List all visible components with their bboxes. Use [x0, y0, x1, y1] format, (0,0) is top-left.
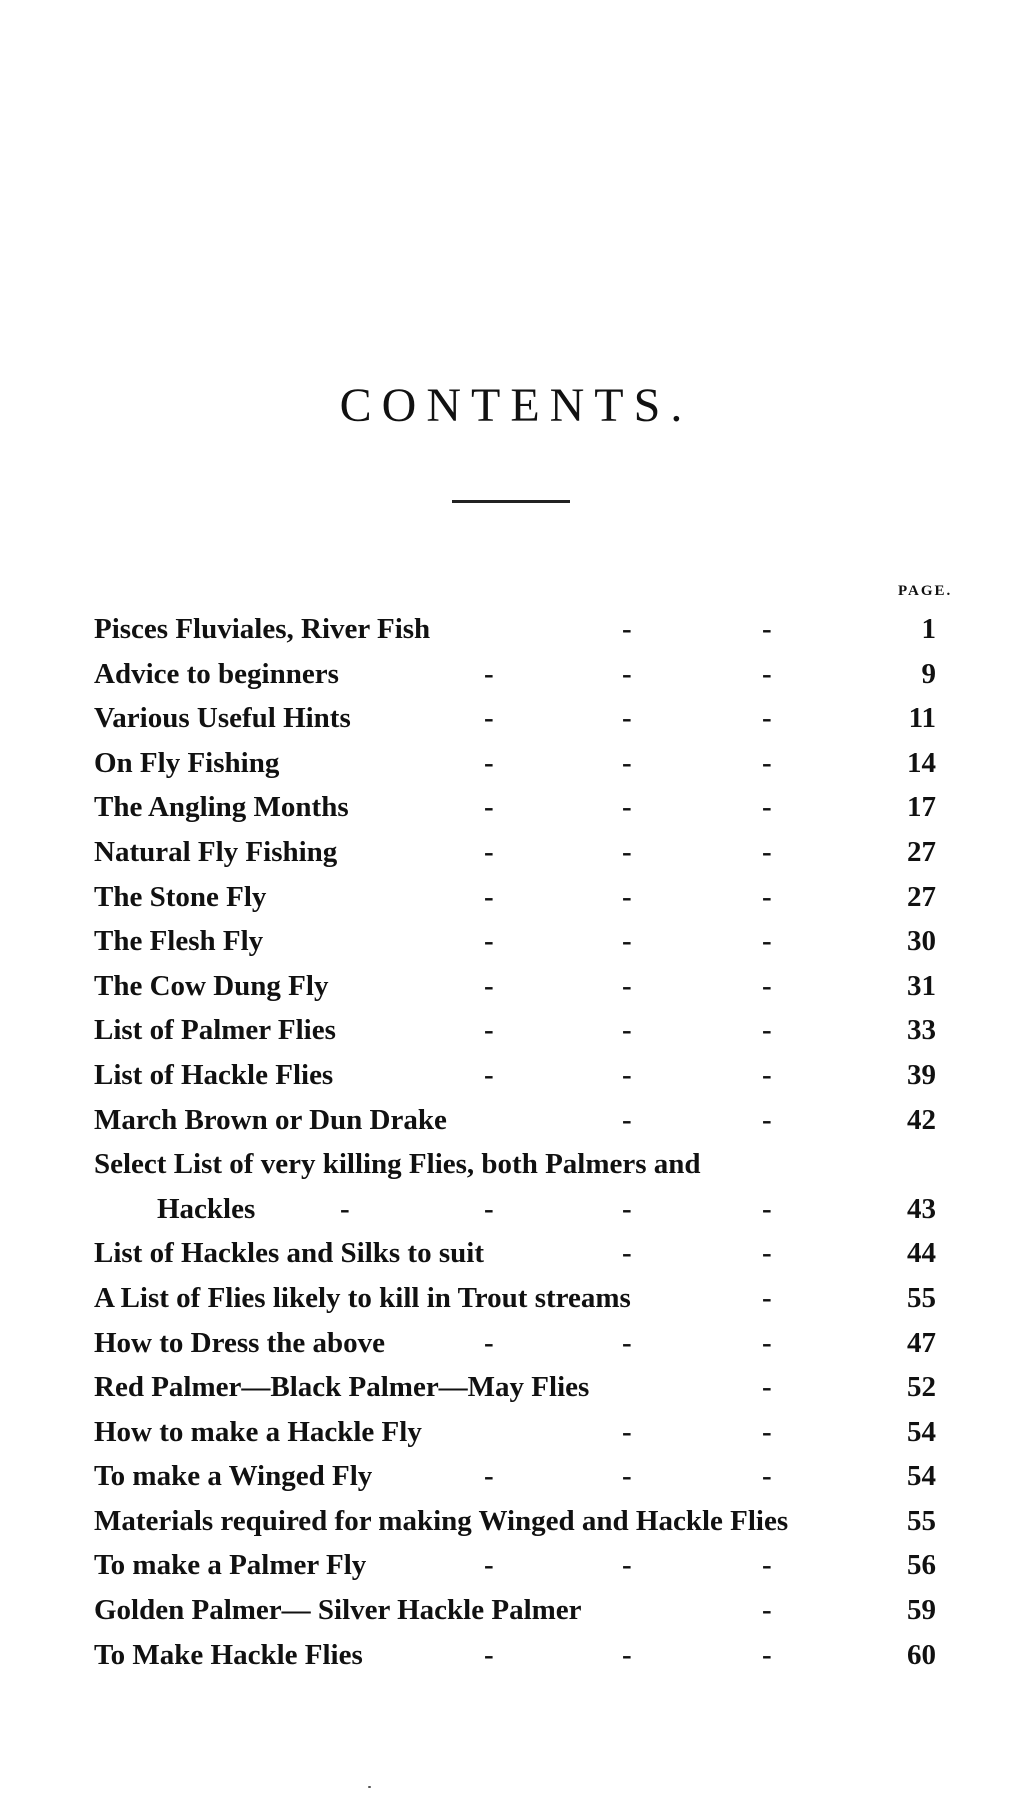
toc-entry — [0, 830, 1024, 875]
entry-title: A List of Flies likely to kill in Trout streams — [94, 1281, 631, 1314]
entry-page-number: 39 — [907, 1058, 936, 1091]
toc-entry — [0, 785, 1024, 830]
print-speck — [368, 1786, 371, 1788]
entry-title: The Cow Dung Fly — [94, 969, 329, 1002]
contents-list — [0, 607, 1024, 1677]
leader-dash: - — [622, 1014, 632, 1047]
entry-page-number: 27 — [907, 880, 936, 913]
leader-dash: - — [762, 1103, 772, 1136]
entry-page-number: 43 — [907, 1192, 936, 1225]
toc-entry — [0, 1454, 1024, 1499]
leader-dash: - — [622, 1103, 632, 1136]
entry-page-number: 44 — [907, 1237, 936, 1270]
entry-page-number: 9 — [921, 657, 936, 690]
toc-entry — [0, 1588, 1024, 1633]
leader-dash: - — [762, 1237, 772, 1270]
page-title: CONTENTS. — [339, 379, 693, 432]
toc-entry — [0, 1499, 1024, 1544]
entry-title: List of Palmer Flies — [94, 1014, 336, 1047]
entry-title: The Angling Months — [94, 791, 349, 824]
leader-dash: - — [622, 657, 632, 690]
entry-page-number: 31 — [907, 969, 936, 1002]
leader-dash: - — [484, 835, 494, 868]
entry-page-number: 14 — [907, 746, 936, 779]
toc-entry — [0, 919, 1024, 964]
leader-dash: - — [484, 657, 494, 690]
leader-dash: - — [762, 657, 772, 690]
leader-dash: - — [762, 835, 772, 868]
entry-title: Red Palmer—Black Palmer—May Flies — [94, 1371, 590, 1404]
leader-dash: - — [762, 1058, 772, 1091]
toc-entry — [0, 1142, 1024, 1187]
entry-page-number: 33 — [907, 1014, 936, 1047]
entry-page-number: 55 — [907, 1504, 936, 1537]
leader-dash: - — [762, 1326, 772, 1359]
leader-dash: - — [762, 1014, 772, 1047]
entry-page-number: 52 — [907, 1371, 936, 1404]
title-rule — [452, 500, 570, 503]
toc-entry — [0, 1321, 1024, 1366]
toc-entry — [0, 1098, 1024, 1143]
entry-title: The Flesh Fly — [94, 925, 264, 958]
leader-dash: - — [622, 1549, 632, 1582]
leader-dash: - — [622, 702, 632, 735]
leader-dash: - — [762, 1549, 772, 1582]
leader-dash: - — [762, 969, 772, 1002]
toc-entry — [0, 964, 1024, 1009]
toc-entry — [0, 1543, 1024, 1588]
leader-dash: - — [622, 969, 632, 1002]
entry-title: Materials required for making Winged and Hackle Flies — [94, 1504, 789, 1537]
toc-entry — [0, 1410, 1024, 1455]
leader-dash: - — [622, 613, 632, 645]
entry-title: Golden Palmer— Silver Hackle Palmer — [94, 1594, 582, 1627]
entry-page-number: 54 — [907, 1415, 936, 1448]
leader-dash: - — [622, 1237, 632, 1270]
leader-dash: - — [484, 1014, 494, 1047]
leader-dash: - — [484, 1638, 494, 1671]
leader-dash: - — [484, 925, 494, 958]
entry-page-number: 42 — [907, 1103, 936, 1136]
entry-title: Various Useful Hints — [94, 702, 351, 735]
leader-dash: - — [762, 925, 772, 958]
toc-entry — [0, 1231, 1024, 1276]
leader-dash: - — [622, 1058, 632, 1091]
toc-entry — [0, 1276, 1024, 1321]
toc-entry — [0, 1008, 1024, 1053]
leader-dash: - — [622, 835, 632, 868]
leader-dash: - — [622, 1326, 632, 1359]
leader-dash: - — [484, 1326, 494, 1359]
leader-dash: - — [484, 702, 494, 735]
toc-entry — [0, 1365, 1024, 1410]
leader-dash: - — [762, 880, 772, 913]
leader-dash: - — [762, 1415, 772, 1448]
leader-dash: - — [762, 1460, 772, 1493]
leader-dash: - — [762, 1594, 772, 1627]
entry-page-number: 54 — [907, 1460, 936, 1493]
leader-dash: - — [762, 613, 772, 645]
leader-dash: - — [484, 746, 494, 779]
leader-dash: - — [484, 1460, 494, 1493]
leader-dash: - — [762, 791, 772, 824]
leader-dash: - — [340, 1192, 350, 1225]
entry-title: Pisces Fluviales, River Fish — [94, 613, 431, 645]
leader-dash: - — [484, 1058, 494, 1091]
leader-dash: - — [484, 969, 494, 1002]
entry-title: On Fly Fishing — [94, 746, 280, 779]
entry-title: The Stone Fly — [94, 880, 267, 913]
entry-title: How to make a Hackle Fly — [94, 1415, 422, 1448]
leader-dash: - — [622, 925, 632, 958]
leader-dash: - — [622, 1192, 632, 1225]
entry-page-number: 30 — [907, 925, 936, 958]
entry-title: How to Dress the above — [94, 1326, 386, 1359]
entry-page-number: 56 — [907, 1549, 936, 1582]
leader-dash: - — [622, 1415, 632, 1448]
leader-dash: - — [762, 702, 772, 735]
leader-dash: - — [762, 1371, 772, 1404]
entry-page-number: 47 — [907, 1326, 936, 1359]
leader-dash: - — [622, 791, 632, 824]
leader-dash: - — [622, 746, 632, 779]
entry-page-number: 11 — [908, 702, 936, 735]
toc-entry — [0, 875, 1024, 920]
entry-title: To Make Hackle Flies — [94, 1638, 363, 1671]
entry-title: List of Hackles and Silks to suit — [94, 1237, 484, 1270]
entry-page-number: 55 — [907, 1281, 936, 1314]
leader-dash: - — [484, 1192, 494, 1225]
entry-title: To make a Winged Fly — [94, 1460, 373, 1493]
leader-dash: - — [762, 1192, 772, 1225]
entry-page-number: 17 — [907, 791, 936, 824]
entry-title: List of Hackle Flies — [94, 1058, 334, 1091]
page-column-label: PAGE. — [898, 583, 953, 599]
toc-entry — [0, 741, 1024, 786]
entry-title: Hackles — [157, 1192, 256, 1225]
leader-dash: - — [622, 1638, 632, 1671]
leader-dash: - — [762, 746, 772, 779]
toc-entry — [0, 607, 1024, 652]
entry-page-number: 1 — [921, 613, 936, 645]
toc-entry — [0, 1053, 1024, 1098]
leader-dash: - — [622, 880, 632, 913]
entry-title: Select List of very killing Flies, both Palmers and — [94, 1148, 701, 1181]
entry-page-number: 59 — [907, 1594, 936, 1627]
toc-entry — [0, 1633, 1024, 1678]
leader-dash: - — [484, 1549, 494, 1582]
leader-dash: - — [484, 791, 494, 824]
leader-dash: - — [762, 1638, 772, 1671]
toc-entry — [0, 1187, 1024, 1232]
toc-entry — [0, 652, 1024, 697]
entry-page-number: 60 — [907, 1638, 936, 1671]
leader-dash: - — [762, 1281, 772, 1314]
leader-dash: - — [622, 1460, 632, 1493]
entry-page-number: 27 — [907, 835, 936, 868]
entry-title: Natural Fly Fishing — [94, 835, 338, 868]
leader-dash: - — [484, 880, 494, 913]
entry-title: To make a Palmer Fly — [94, 1549, 367, 1582]
toc-entry — [0, 696, 1024, 741]
entry-title: Advice to beginners — [94, 657, 339, 690]
entry-title: March Brown or Dun Drake — [94, 1103, 447, 1136]
